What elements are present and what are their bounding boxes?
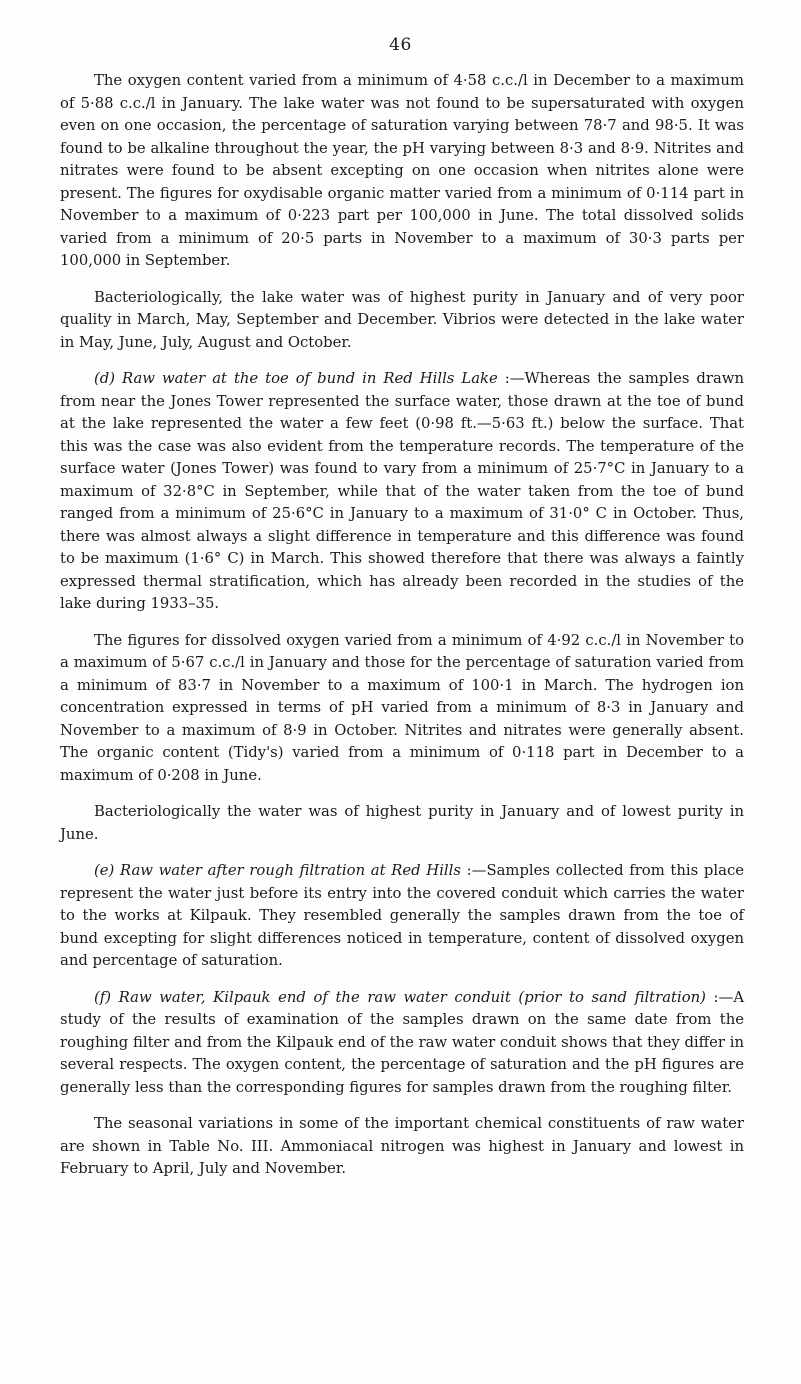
paragraph-bacteriology-bund <box>60 801 744 846</box>
section-heading: (f) Raw water, Kilpauk end of the raw water conduit (prior to sand filtration) <box>94 988 706 1006</box>
paragraph-text: The figures for dissolved oxygen varied from a minimum of 4·92 c.c./l in November to a maximum of 5·67 c.c./l in January and those for the percentage of saturation varied from a minimum of 83·7 in November to a maximum of 100·1 in March. The hydrogen ion concentration expressed in terms of pH varied from a minimum of 8·3 in January and November to a maximum of 8·9 in October. Nitrites and nitrates were generally absent. The organic content (Tidy's) varied from a minimum of 0·118 part in December to a maximum of 0·208 in June. <box>60 631 744 784</box>
paragraph-text: :—Whereas the samples drawn from near the Jones Tower represented the surface water, those drawn at the toe of bund at the lake represented the water a few feet (0·98 ft.—5·63 ft.) below the surface. That this was the case was also evident from the temperature records. The temperature of the surface water (Jones Tower) was found to vary from a minimum of 25·7°C in January to a maximum of 32·8°C in September, while that of the water taken from the toe of bund ranged from a minimum of 25·6°C in January to a maximum of 31·0° C in October. Thus, there was almost always a slight difference in temperature and this difference was found to be maximum (1·6° C) in March. This showed therefore that there was always a faintly expressed thermal stratification, which has already been recorded in the studies of the lake during 1933–35. <box>60 370 744 612</box>
body-text <box>60 70 744 1181</box>
section-e-rough-filtration <box>60 860 744 973</box>
paragraph-oxygen-content <box>60 70 744 273</box>
section-heading: (e) Raw water after rough filtration at Red Hills <box>94 862 461 879</box>
paragraph-text: :—A study of the results of examination of the samples drawn on the same date from the roughing filter and from the Kilpauk end of the raw water conduit shows that they differ in several respects. The oxygen content, the percentage of saturation and the pH figures are generally less than the corresponding figures for samples drawn from the roughing filter. <box>60 988 745 1096</box>
paragraph-bacteriology-lake <box>60 287 744 355</box>
section-heading: (d) Raw water at the toe of bund in Red Hills Lake <box>94 370 498 387</box>
page-number: 46 <box>389 35 412 55</box>
paragraph-text: :—Samples collected from this place represent the water just before its entry into the covered conduit which carries the water to the works at Kilpauk. They resembled generally the samples drawn from the toe of bund excepting for slight differences noticed in temperature, content of dissolved oxygen and percentage of saturation. <box>60 862 744 969</box>
paragraph-text: Bacteriologically the water was of highest purity in January and of lowest purity in June. <box>60 803 744 843</box>
paragraph-dissolved-oxygen <box>60 630 744 788</box>
paragraph-text: Bacteriologically, the lake water was of highest purity in January and of very poor quality in March, May, September and December. Vibrios were detected in the lake water in May, June, July, August and October. <box>60 288 744 351</box>
paragraph-text: The seasonal variations in some of the important chemical constituents of raw water are shown in Table No. III. Ammoniacal nitrogen was highest in January and lowest in February to April, July and November. <box>60 1115 744 1177</box>
section-f-kilpauk-end <box>60 987 744 1100</box>
paragraph-text: The oxygen content varied from a minimum of 4·58 c.c./l in December to a maximum of 5·88 c.c./l in January. The lake water was not found to be supersaturated with oxygen even on one occasion, the percentage of saturation varying between 78·7 and 98·5. It was found to be alkaline throughout the year, the pH varying between 8·3 and 8·9. Nitrites and nitrates were found to be absent excepting on one occasion when nitrites alone were present. The figures for oxydisable organic matter varied from a minimum of 0·114 part in November to a maximum of 0·223 part per 100,000 in June. The total dissolved solids varied from a minimum of 20·5 parts in November to a maximum of 30·3 parts per 100,000 in September. <box>60 72 744 269</box>
section-d-toe-of-bund <box>60 368 744 616</box>
paragraph-seasonal-variations <box>60 1113 744 1181</box>
